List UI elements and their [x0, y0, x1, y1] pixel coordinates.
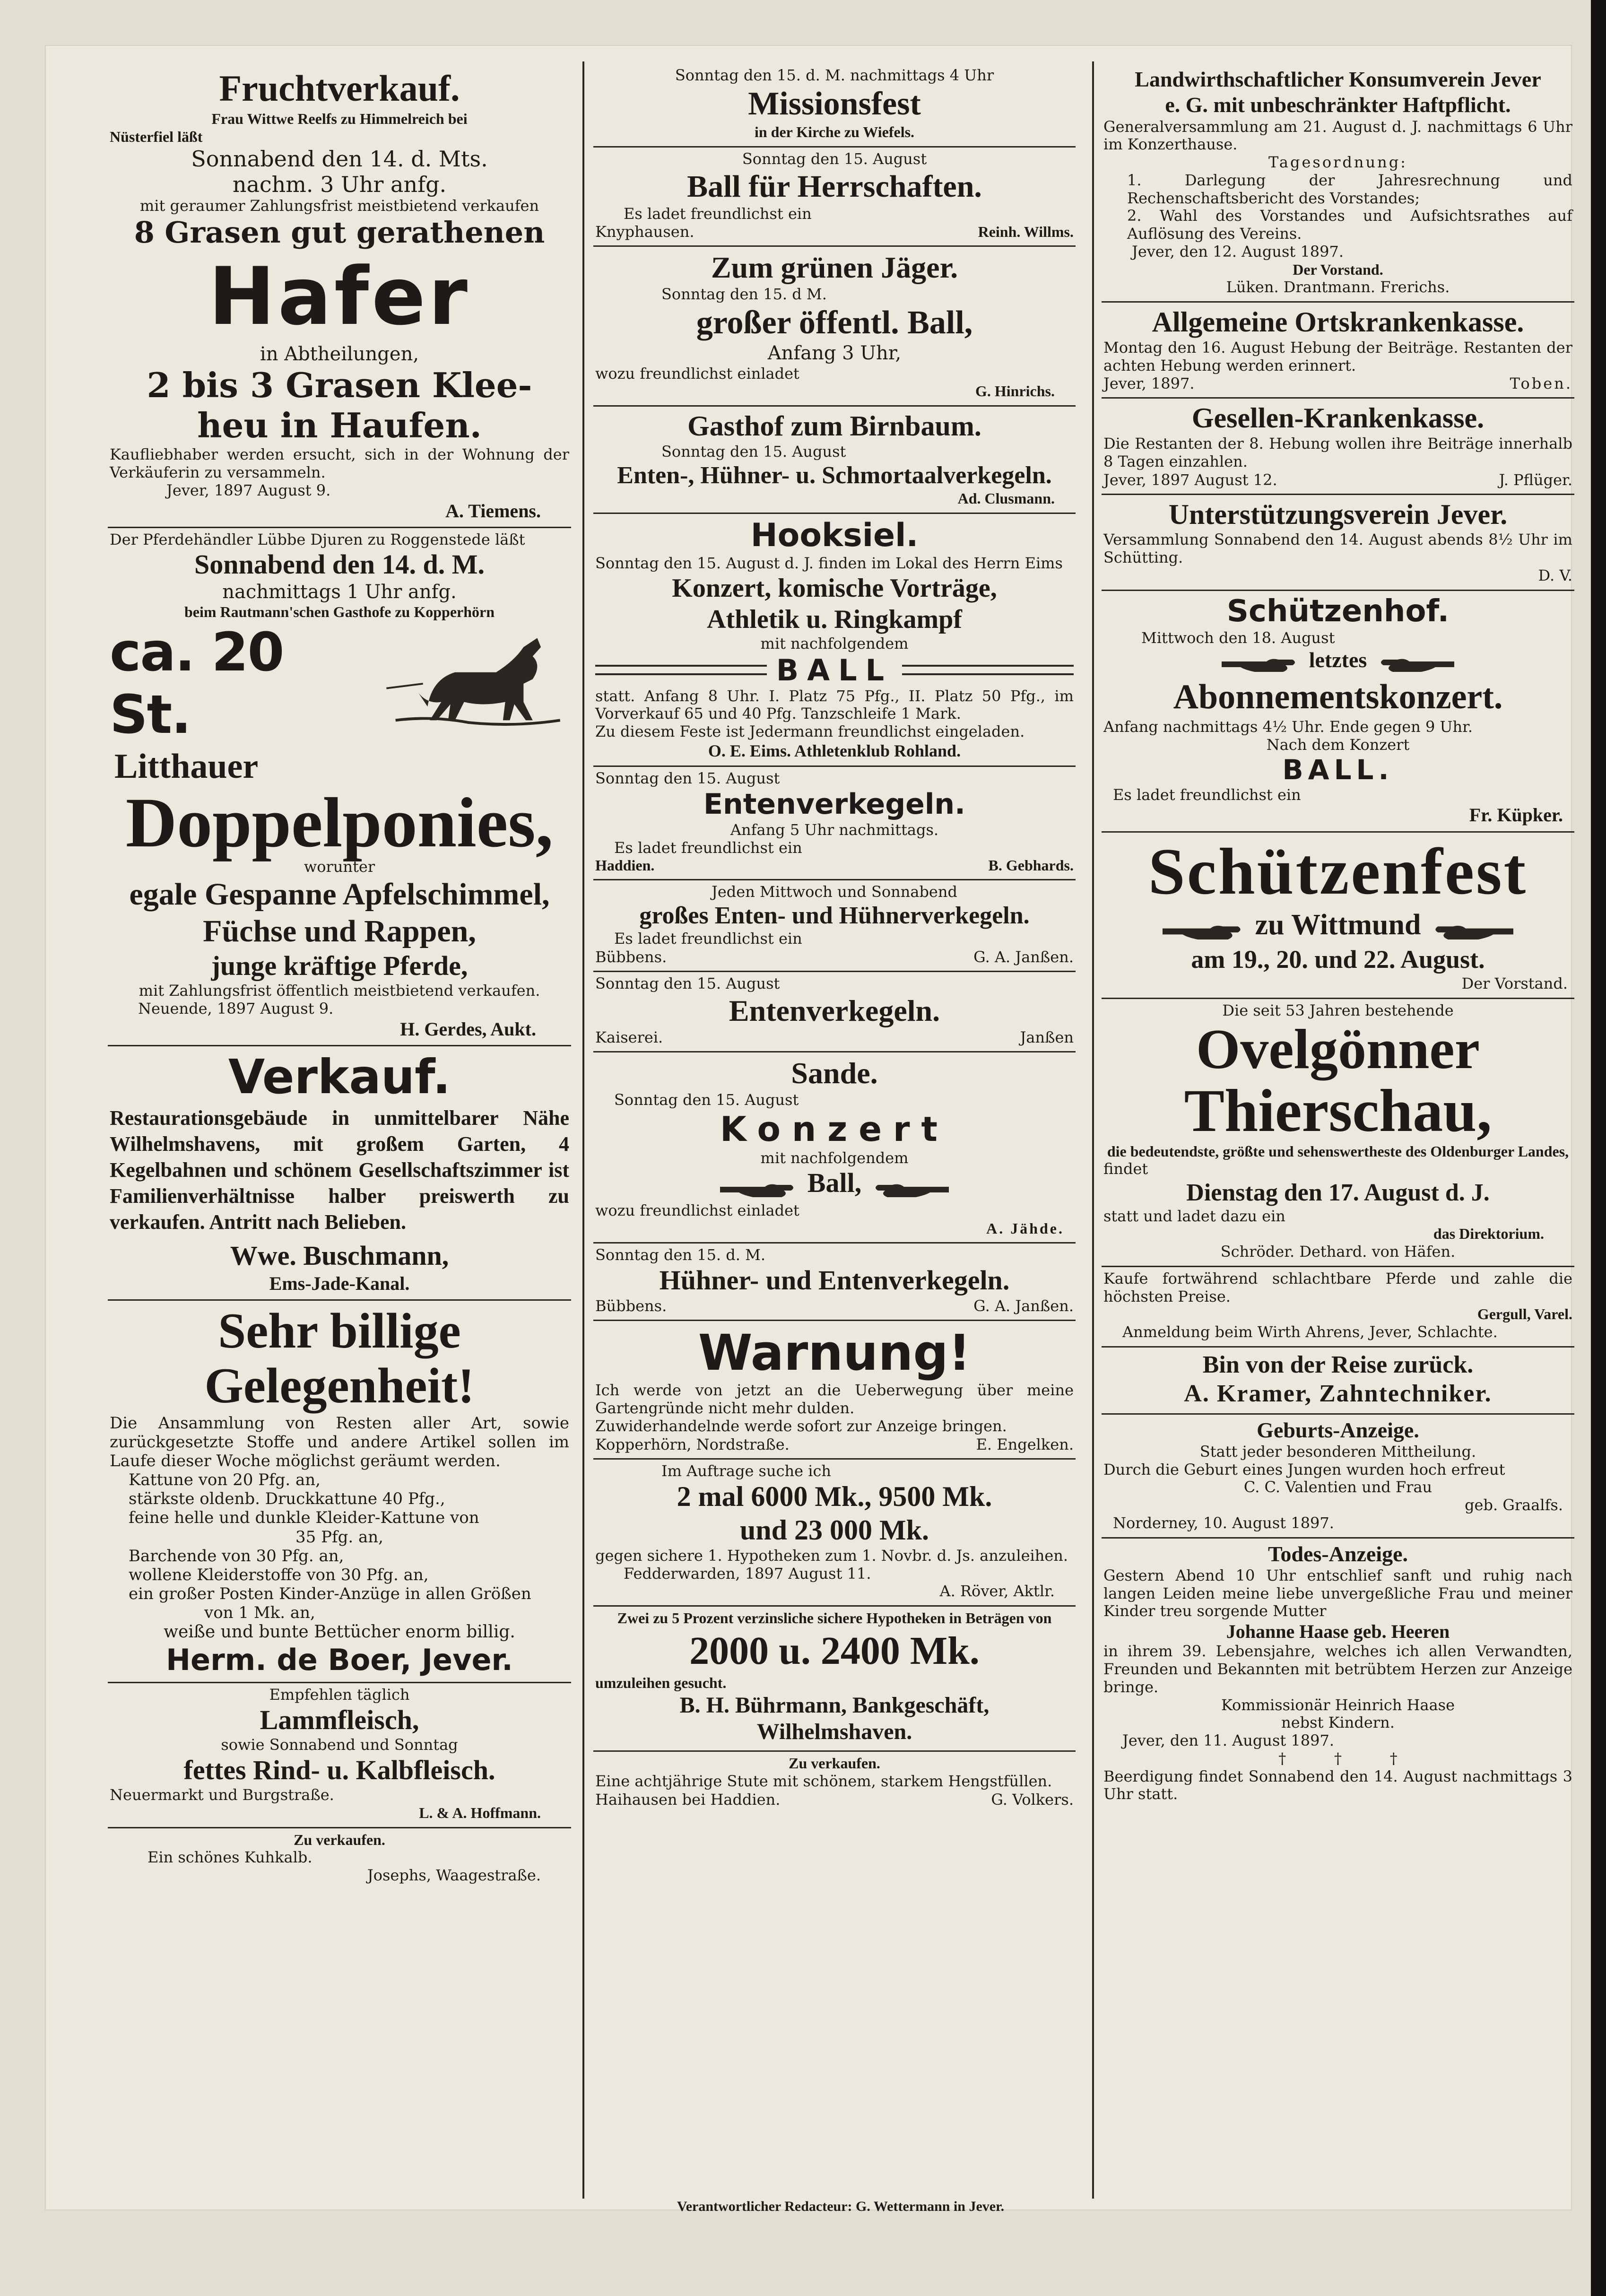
- ad-signature: Fr. Küpker.: [1469, 804, 1563, 826]
- ad-date: am 19., 20. und 22. August.: [1191, 945, 1485, 974]
- ad-janssen-mittwoch: [593, 880, 1076, 972]
- ad-signature: B. Gebhards.: [988, 857, 1074, 874]
- ad-text: die bedeutendste, größte und sehenswertheste des Oldenburger Landes,: [1107, 1142, 1569, 1160]
- ad-signature: Josephs, Waagestraße.: [367, 1866, 541, 1885]
- pointing-hand-icon: [1222, 653, 1297, 677]
- ad-place: Bübbens.: [595, 948, 667, 966]
- ad-text: statt und ladet dazu ein: [1103, 1207, 1285, 1225]
- ad-place: Bübbens.: [595, 1296, 667, 1315]
- ad-place: Jever, 1897 August 12.: [1103, 470, 1277, 489]
- ad-birnbaum: [593, 407, 1076, 514]
- ad-date: Sonnabend den 14. d. Mts.: [191, 146, 488, 172]
- ad-signature: A. Tiemens.: [445, 500, 541, 522]
- ad-footer-row: [595, 1435, 1074, 1453]
- ad-text: egale Gespanne Apfelschimmel,: [129, 877, 550, 912]
- ad-signature: Ad. Clusmann.: [957, 489, 1055, 507]
- ad-item: feine helle und dunkle Kleider-Kattune von: [129, 1508, 479, 1528]
- ad-signature: G. A. Janßen.: [973, 948, 1074, 966]
- ad-signature: Lüken. Drantmann. Frerichs.: [1226, 278, 1450, 296]
- ad-title: Landwirthschaftlicher Konsumverein Jever: [1135, 67, 1541, 91]
- column-middle: [593, 64, 1076, 2192]
- ad-title: Ball für Herrschaften.: [687, 169, 982, 204]
- column-divider: [582, 61, 584, 2199]
- ad-title: Zu verkaufen.: [294, 1831, 385, 1848]
- ad-text: fettes Rind- u. Kalbfleisch.: [183, 1754, 495, 1785]
- ad-text: Generalversammlung am 21. August d. J. nachmittags 6 Uhr im Konzerthause.: [1103, 117, 1572, 154]
- ad-stute: [593, 1752, 1076, 1813]
- ad-title: Entenverkegeln.: [729, 993, 940, 1027]
- ad-text: Empfehlen täglich: [269, 1685, 410, 1704]
- ad-date: Dienstag den 17. August d. J.: [1186, 1179, 1490, 1207]
- ad-text: sowie Sonnabend und Sonntag: [221, 1735, 458, 1754]
- ad-text: 1. Darlegung der Jahresrechnung und Rechenschaftsbericht des Vorstandes;: [1127, 171, 1572, 207]
- banner-rule: [902, 665, 1074, 675]
- column-right: [1102, 64, 1574, 2192]
- ad-headline: 2000 u. 2400 Mk.: [689, 1628, 980, 1673]
- ad-footer-row: [595, 1297, 1074, 1315]
- ad-ball-herrschaften: [593, 148, 1076, 247]
- ad-name: Johanne Haase geb. Heeren: [1226, 1621, 1450, 1643]
- ad-footer-row: [595, 223, 1074, 241]
- ad-date: Sonntag den 15. d. M.: [595, 1246, 766, 1264]
- ad-text: Anfang 3 Uhr,: [767, 342, 902, 365]
- ad-place: Kaiserei.: [595, 1028, 663, 1047]
- ad-unterstuetzung: [1102, 495, 1574, 591]
- ad-headline: Konzert: [720, 1109, 949, 1149]
- ad-text: Athletik u. Ringkampf: [707, 604, 962, 634]
- ad-title: Hooksiel.: [750, 516, 919, 554]
- ad-text: Ich werde von jetzt an die Ueberwegung über meine Gartengründe nicht mehr dulden.: [595, 1381, 1074, 1418]
- ad-gergull: [1102, 1267, 1574, 1348]
- ad-text: Anfang nachmittags 4½ Uhr. Ende gegen 9 Uhr.: [1103, 717, 1473, 736]
- ad-text: Nüsterfiel läßt: [110, 128, 203, 145]
- ad-thierschau: [1102, 999, 1574, 1267]
- ad-text: zu Wittmund: [1255, 908, 1421, 941]
- ad-text: Es ladet freundlichst ein: [1113, 785, 1301, 804]
- ad-text: Bin von der Reise zurück.: [1202, 1351, 1474, 1378]
- ad-title: Sehr billige Gelegenheit!: [204, 1303, 475, 1414]
- ad-text: Restaurationsgebäude in unmittelbarer Nähe Wilhelmshavens, mit großem Garten, 4 Kegelbahnen und schönem Gesellschaftszimmer ist Familienverhältnisse halber preiswerth zu verkaufen. Antritt nach Belieben.: [110, 1106, 569, 1234]
- ad-title: Verkauf.: [228, 1049, 451, 1105]
- ad-title: Sande.: [791, 1056, 878, 1090]
- ad-signature: C. C. Valentien und Frau: [1243, 1478, 1432, 1496]
- ad-signature: G. Hinrichs.: [975, 383, 1055, 400]
- ad-title: e. G. mit unbeschränkter Haftpflicht.: [1165, 93, 1511, 117]
- ad-date: Sonntag den 15. d M.: [661, 285, 827, 303]
- column-divider: [1092, 61, 1094, 2199]
- ad-text: Ball,: [807, 1167, 862, 1199]
- ad-headline: großer öffentl. Ball,: [696, 304, 973, 341]
- ad-date: Sonntag den 15. August: [661, 442, 846, 461]
- ad-text: mit geraumer Zahlungsfrist meistbietend verkaufen: [139, 197, 539, 215]
- ad-headline: Doppelponies,: [125, 783, 554, 862]
- ad-text: Es ladet freundlichst ein: [614, 930, 802, 948]
- ad-hoffmann: [108, 1683, 571, 1828]
- ad-signature: geb. Graalfs.: [1465, 1496, 1563, 1514]
- ad-signature: Der Vorstand.: [1461, 974, 1568, 992]
- ad-item: Barchende von 30 Pfg. an,: [129, 1546, 344, 1565]
- ad-title: Thierschau,: [1184, 1077, 1492, 1145]
- ad-place: Jever, den 11. August 1897.: [1122, 1731, 1335, 1750]
- crosses: † † †: [1278, 1749, 1398, 1767]
- ad-gesellen: [1102, 399, 1574, 495]
- ad-text: Montag den 16. August Hebung der Beiträge. Restanten der achten Hebung werden erinnert.: [1103, 338, 1572, 374]
- ad-signature: A. Jähde.: [986, 1219, 1064, 1237]
- ad-text: Anfang 5 Uhr nachmittags.: [730, 820, 939, 839]
- ad-place: Neuende, 1897 August 9.: [138, 1000, 334, 1018]
- ad-text: Litthauer: [114, 747, 259, 786]
- ad-date: Mittwoch den 18. August: [1141, 629, 1335, 647]
- ad-title: Todes-Anzeige.: [1267, 1541, 1408, 1566]
- ad-signature: E. Engelken.: [976, 1435, 1074, 1453]
- ad-kuhkalb: [108, 1828, 571, 1889]
- ad-gelegenheit: [108, 1301, 571, 1683]
- ad-footer-row: [1103, 374, 1572, 392]
- ad-headline: Hafer: [208, 250, 470, 343]
- wittmund-row: [1103, 908, 1572, 945]
- ad-signature: Wilhelmshaven.: [756, 1719, 912, 1745]
- ad-hooksiel: [593, 514, 1076, 767]
- ad-text: letztes: [1309, 647, 1367, 672]
- ad-text: 8 Grasen gut gerathenen: [134, 215, 545, 250]
- ad-title: Zum grünen Jäger.: [711, 251, 958, 285]
- ad-text: Nach dem Konzert: [1266, 735, 1410, 754]
- ad-title: Schützenhof.: [1226, 593, 1450, 629]
- ad-text: in ihrem 39. Lebensjahre, welches ich allen Verwandten, Freunden und Bekannten mit betrübtem Herzen zur Anzeige bringe.: [1103, 1642, 1572, 1696]
- ad-headline: und 23 000 Mk.: [739, 1514, 929, 1546]
- ad-title: Schützenfest: [1148, 835, 1528, 908]
- ad-schuetzenhof: [1102, 591, 1574, 833]
- ad-title: Ovelgönner: [1196, 1018, 1480, 1081]
- ad-item: 35 Pfg. an,: [295, 1527, 383, 1547]
- ad-text: heu in Haufen.: [197, 405, 482, 446]
- ad-place: Jever, den 12. August 1897.: [1132, 242, 1344, 261]
- ad-footer-row: [1103, 471, 1572, 489]
- ad-signature: Wwe. Buschmann,: [230, 1240, 449, 1271]
- column-left: [108, 64, 571, 2192]
- ad-text: Zuwiderhandelnde werde sofort zur Anzeige bringen.: [595, 1417, 1007, 1435]
- ad-text: Der Pferdehändler Lübbe Djuren zu Roggenstede läßt: [110, 530, 525, 548]
- ad-text: junge kräftige Pferde,: [211, 950, 468, 981]
- ad-headline: großes Enten- und Hühnerverkegeln.: [639, 902, 1030, 930]
- ad-pferde: [108, 528, 571, 1046]
- pointing-hand-icon: [1163, 919, 1243, 945]
- ad-verkauf: [108, 1046, 571, 1301]
- ad-signature: O. E. Eims. Athletenklub Rohland.: [708, 741, 961, 760]
- ad-signature: H. Gerdes, Aukt.: [400, 1018, 536, 1040]
- horse-icon: [377, 627, 569, 740]
- ad-konsumverein: [1102, 64, 1574, 303]
- ad-headline: 2 mal 6000 Mk., 9500 Mk.: [677, 1481, 992, 1513]
- ad-headline: Enten-, Hühner- u. Schmortaalverkegeln.: [617, 461, 1052, 489]
- ad-text: Es ladet freundlichst ein: [614, 838, 802, 857]
- ad-headline: BALL: [776, 652, 893, 687]
- ad-text: statt. Anfang 8 Uhr. I. Platz 75 Pfg., II. Platz 50 Pfg., im Vorverkauf 65 und 40 Pfg. Tanzschleife 1 Mark.: [595, 687, 1074, 723]
- ad-text: Im Auftrage suche ich: [661, 1461, 831, 1480]
- ad-title: Warnung!: [698, 1323, 971, 1382]
- ad-time: nachmittags 1 Uhr anfg.: [222, 581, 457, 603]
- ad-title: Hühner- und Entenverkegeln.: [659, 1265, 1010, 1296]
- ad-date: Sonntag den 15. August: [742, 150, 927, 168]
- ad-venue: beim Rautmann'schen Gasthofe zu Kopperhörn: [184, 603, 495, 621]
- ad-text: umzuleihen gesucht.: [595, 1674, 727, 1692]
- ad-count: ca. 20 St.: [110, 621, 284, 746]
- banner-rule: [595, 665, 767, 675]
- ad-fruchtverkauf: [108, 64, 571, 528]
- ad-date: Sonnabend den 14. d. M.: [194, 549, 485, 580]
- ball-banner: [595, 653, 1074, 687]
- ad-text: findet: [1103, 1160, 1148, 1178]
- ad-title: Zu verkaufen.: [789, 1755, 880, 1772]
- ad-title: Unterstützungsverein Jever.: [1168, 498, 1508, 530]
- ad-place: Kopperhörn, Nordstraße.: [595, 1435, 790, 1453]
- ad-text: Die seit 53 Jahren bestehende: [1222, 1001, 1454, 1019]
- ad-text: Die Restanten der 8. Hebung wollen ihre Beiträge innerhalb 8 Tagen einzahlen.: [1103, 435, 1572, 470]
- letztes-row: [1103, 647, 1572, 677]
- ad-warnung: [593, 1321, 1076, 1460]
- ad-signature: A. Röver, Aktlr.: [939, 1582, 1055, 1600]
- ad-text: Frau Wittwe Reelfs zu Himmelreich bei: [211, 110, 468, 128]
- ad-text: Durch die Geburt eines Jungen wurden hoch erfreut: [1103, 1460, 1505, 1478]
- ad-text: Sonntag den 15. August d. J. finden im Lokal des Herrn Eims: [595, 554, 1063, 572]
- ad-kramer: [1102, 1348, 1574, 1415]
- ad-text: Gestern Abend 10 Uhr entschlief sanft und ruhig nach langen Leiden meine liebe unvergeßliche Frau und meiner Kinder treu sorgende Mutter: [1103, 1566, 1572, 1620]
- ad-gebhards: [593, 767, 1076, 880]
- ad-place: Jever, 1897.: [1103, 374, 1195, 393]
- ad-place: Fedderwarden, 1897 August 11.: [624, 1564, 871, 1583]
- ad-text: in Abtheilungen,: [260, 343, 419, 365]
- ad-footer-row: [595, 857, 1074, 874]
- ad-roever: [593, 1460, 1076, 1607]
- ad-date: Sonntag den 15. August: [595, 974, 780, 993]
- pointing-hand-icon: [1433, 919, 1513, 945]
- ad-sande: [593, 1052, 1076, 1244]
- ad-place: Knyphausen.: [595, 223, 694, 241]
- ad-signature: G. Volkers.: [991, 1790, 1074, 1809]
- ad-signature: nebst Kindern.: [1281, 1713, 1395, 1732]
- ad-item: ein großer Posten Kinder-Anzüge in allen Größen: [129, 1584, 531, 1603]
- ad-signature: J. Pflüger.: [1499, 470, 1572, 489]
- horse-block: [110, 621, 569, 746]
- ad-signature: das Direktorium.: [1433, 1225, 1544, 1243]
- ad-text: Kaufliebhaber werden ersucht, sich in der Wohnung der Verkäuferin zu versammeln.: [110, 445, 569, 482]
- ad-text: mit nachfolgendem: [760, 1148, 909, 1167]
- ad-text: Versammlung Sonnabend den 14. August abends 8½ Uhr im Schütting.: [1103, 531, 1572, 567]
- ad-signature: D. V.: [1538, 566, 1572, 584]
- pointing-hand-icon: [873, 1178, 949, 1202]
- ad-signature: Toben.: [1510, 374, 1572, 393]
- ad-missionsfest: [593, 64, 1076, 148]
- pointing-hand-icon: [1379, 653, 1454, 677]
- ad-title: Entenverkegeln.: [703, 788, 965, 821]
- ad-text: Beerdigung findet Sonnabend den 14. August nachmittags 3 Uhr statt.: [1103, 1767, 1572, 1803]
- ad-text: Anmeldung beim Wirth Ahrens, Jever, Schlachte.: [1122, 1323, 1498, 1341]
- ad-footer-row: [595, 1791, 1074, 1809]
- ad-footer-row: [595, 948, 1074, 966]
- ad-text: 2. Wahl des Vorstandes und Aufsichtsrathes auf Auflösung des Vereins.: [1127, 207, 1572, 243]
- ad-item: wollene Kleiderstoffe von 30 Pfg. an,: [129, 1565, 429, 1584]
- ad-time: nachm. 3 Uhr anfg.: [232, 171, 447, 197]
- ad-item: stärkste oldenb. Druckkattune 40 Pfg.,: [129, 1489, 445, 1509]
- ad-text: gegen sichere 1. Hypotheken zum 1. Novbr. d. Js. anzuleihen.: [595, 1546, 1068, 1565]
- ad-schuetzenfest: [1102, 833, 1574, 999]
- ad-place: Haddien.: [595, 857, 655, 874]
- ad-kaiserei: [593, 972, 1076, 1052]
- ad-venue: in der Kirche zu Wiefels.: [754, 123, 915, 141]
- ad-item: von 1 Mk. an,: [204, 1603, 315, 1623]
- ad-signature: G. A. Janßen.: [973, 1296, 1074, 1315]
- ad-text: wozu freundlichst einladet: [595, 1201, 799, 1219]
- ad-date: Sonntag den 15. August: [595, 769, 780, 788]
- ad-signature: Kommissionär Heinrich Haase: [1221, 1696, 1455, 1714]
- ad-buehrmann: [593, 1607, 1076, 1752]
- ad-text: Es ladet freundlichst ein: [624, 204, 812, 223]
- ad-date: Sonntag den 15. August: [614, 1090, 799, 1109]
- ad-place: Haihausen bei Haddien.: [595, 1790, 781, 1809]
- ad-signature: Reinh. Willms.: [978, 223, 1074, 241]
- ad-signature: Schröder. Dethard. von Häfen.: [1220, 1243, 1456, 1261]
- ad-text: Konzert, komische Vorträge,: [672, 573, 997, 603]
- ad-todesanzeige: [1102, 1539, 1574, 1808]
- ad-text: Lammfleisch,: [260, 1704, 419, 1735]
- ad-signature: L. & A. Hoffmann.: [419, 1804, 541, 1821]
- ad-signature: Janßen: [1020, 1028, 1074, 1047]
- ad-text: Füchse und Rappen,: [203, 914, 476, 949]
- ad-signature: A. Kramer, Zahntechniker.: [1184, 1380, 1492, 1408]
- ad-text: Jeden Mittwoch und Sonnabend: [712, 883, 957, 901]
- ad-signature: B. H. Bührmann, Bankgeschäft,: [679, 1692, 990, 1718]
- scan-edge: [1591, 0, 1606, 2296]
- ad-title: Fruchtverkauf.: [219, 68, 460, 109]
- ad-gruener-jaeger: [593, 247, 1076, 407]
- ad-text: Tagesordnung:: [1268, 153, 1407, 172]
- ad-text: 2 bis 3 Grasen Klee-: [147, 365, 532, 406]
- ball-row: [595, 1167, 1074, 1202]
- ad-text: worunter: [304, 858, 375, 876]
- ad-text: Ein schönes Kuhkalb.: [148, 1848, 313, 1867]
- ad-place: Neuermarkt und Burgstraße.: [110, 1786, 334, 1804]
- ad-footer-row: [595, 1028, 1074, 1046]
- ad-janssen-huehner: [593, 1244, 1076, 1321]
- ad-signature: Gergull, Varel.: [1477, 1305, 1572, 1323]
- ad-signature: Herm. de Boer, Jever.: [166, 1642, 513, 1677]
- ad-text: Eine achtjährige Stute mit schönem, starkem Hengstfüllen.: [595, 1772, 1052, 1790]
- ad-place: Norderney, 10. August 1897.: [1113, 1513, 1334, 1532]
- ad-text: mit nachfolgendem: [760, 634, 909, 652]
- ad-title: Gesellen-Krankenkasse.: [1191, 402, 1484, 434]
- ad-text: wozu freundlichst einladet: [595, 364, 799, 383]
- ad-headline: Abonnementskonzert.: [1173, 678, 1503, 717]
- ad-title: Missionsfest: [748, 85, 921, 122]
- ad-text: mit Zahlungsfrist öffentlich meistbietend verkaufen.: [139, 982, 540, 1000]
- ad-item: Kattune von 20 Pfg. an,: [129, 1470, 321, 1490]
- ad-item: weiße und bunte Bettücher enorm billig.: [164, 1622, 515, 1642]
- ad-text: Zu diesem Feste ist Jedermann freundlichst eingeladen.: [595, 722, 1025, 741]
- ad-text: Kaufe fortwährend schlachtbare Pferde und zahle die höchsten Preise.: [1103, 1269, 1572, 1305]
- ad-signature: Der Vorstand.: [1293, 261, 1383, 278]
- ad-geburt: [1102, 1415, 1574, 1539]
- ad-signature: Ems-Jade-Kanal.: [269, 1272, 410, 1294]
- ad-date: Sonntag den 15. d. M. nachmittags 4 Uhr: [675, 66, 994, 84]
- ad-headline: BALL.: [1282, 754, 1394, 786]
- page-footer: Verantwortlicher Redacteur: G. Wettermann in Jever.: [677, 2199, 1005, 2214]
- ad-text: Zwei zu 5 Prozent verzinsliche sichere Hypotheken in Beträgen von: [617, 1609, 1052, 1627]
- ad-title: Gasthof zum Birnbaum.: [687, 410, 981, 442]
- ad-text: Die Ansammlung von Resten aller Art, sowie zurückgesetzte Stoffe und andere Artikel sollen im Laufe dieser Woche möglichst geräumt werden.: [110, 1413, 569, 1471]
- ad-place: Jever, 1897 August 9.: [166, 481, 331, 499]
- ad-title: Geburts-Anzeige.: [1257, 1418, 1419, 1442]
- ad-title: Allgemeine Ortskrankenkasse.: [1152, 306, 1524, 338]
- pointing-hand-icon: [720, 1178, 796, 1202]
- ad-ortskrankenkasse: [1102, 303, 1574, 399]
- ad-text: Statt jeder besonderen Mittheilung.: [1199, 1442, 1476, 1461]
